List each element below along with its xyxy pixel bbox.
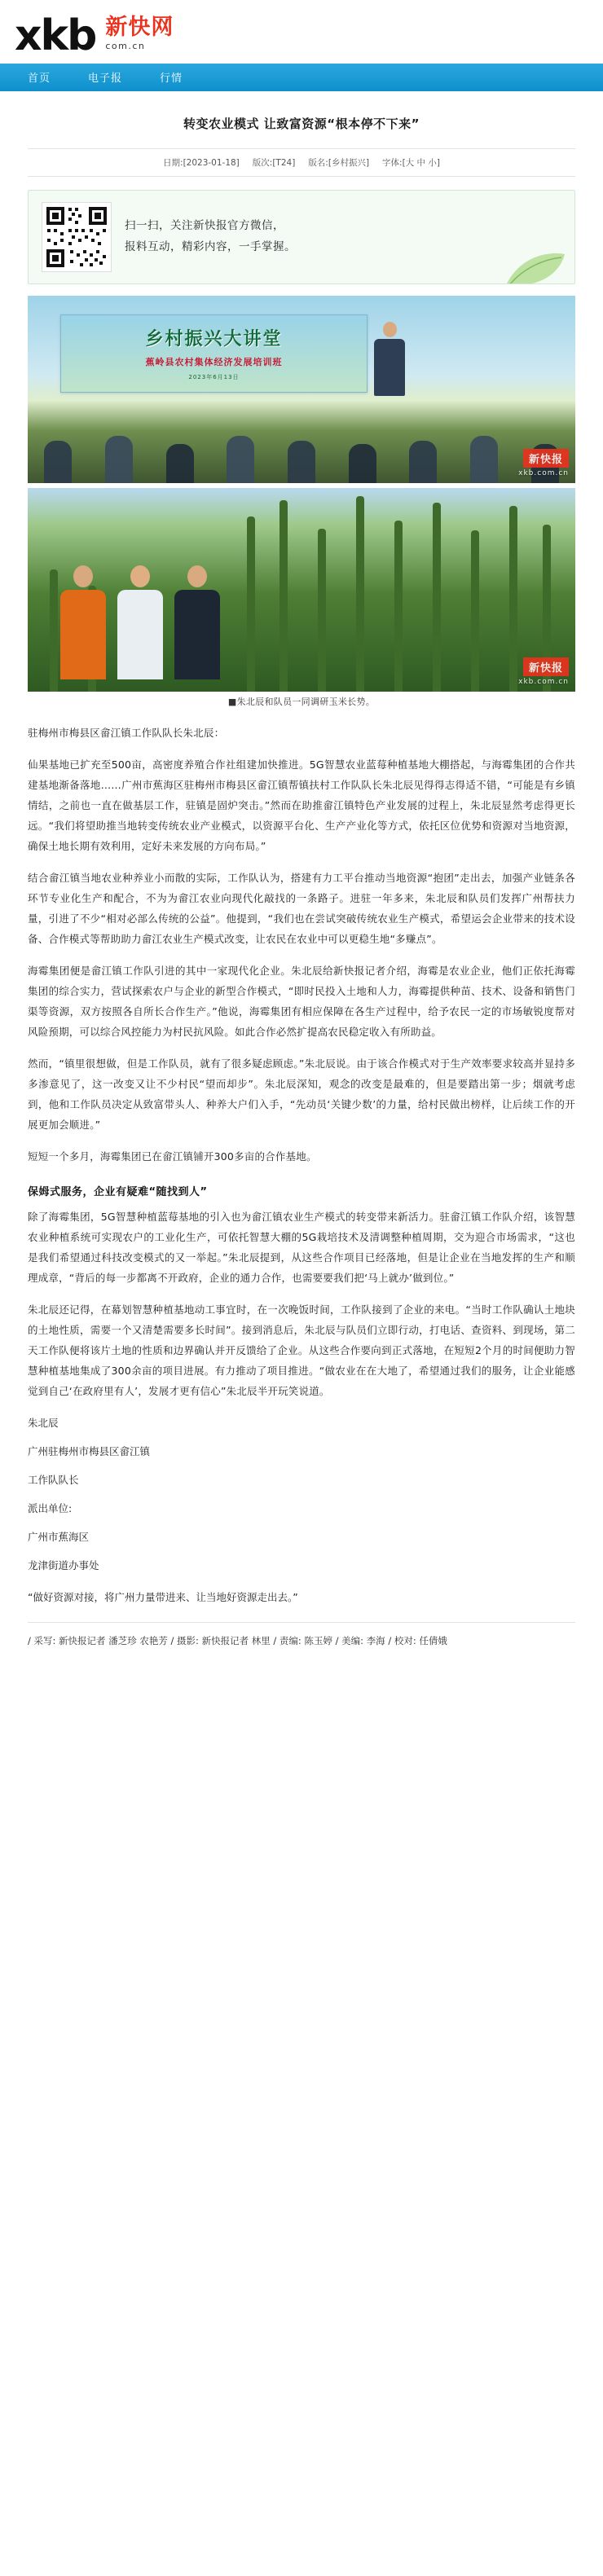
article-credits: / 采写: 新快报记者 潘芝珍 农艳芳 / 摄影: 新快报记者 林里 / 责编: 陈玉婷 / 美编: 李海 / 校对: 任倩娥 bbox=[28, 1622, 575, 1672]
wechat-line-2: 报料互动，精彩内容，一手掌握。 bbox=[125, 240, 296, 253]
wechat-line-1: 扫一扫，关注新快报官方微信， bbox=[125, 218, 284, 232]
nav-item-market[interactable]: 行情 bbox=[160, 73, 183, 86]
section-subheading: 保姆式服务，企业有疑难“随找到人” bbox=[28, 1185, 208, 1198]
photo-caption: ■朱北辰和队员一同调研玉米长势。 bbox=[227, 696, 376, 707]
article-photo-cornfield bbox=[28, 488, 575, 692]
banner-subtitle: 蕉岭县农村集体经济发展培训班 bbox=[145, 357, 283, 368]
audience-figures bbox=[28, 411, 575, 482]
photo2-watermark bbox=[518, 657, 569, 686]
qr-code-icon[interactable] bbox=[42, 202, 112, 272]
paragraph: 短短一个多月，海霉集团已在畲江镇铺开300多亩的合作基地。 bbox=[28, 1150, 317, 1163]
signature-name: 朱北辰 bbox=[28, 1416, 59, 1429]
logo-cn-main: 新快网 bbox=[105, 15, 174, 40]
logo-latin-text: xkb bbox=[15, 11, 96, 60]
logo-cn-sub: com.cn bbox=[105, 41, 146, 52]
pull-quote: “做好资源对接，将广州力量带进来、让当地好资源走出去。” bbox=[28, 1590, 298, 1603]
paragraph: 除了海霉集团，5G智慧种植蓝莓基地的引入也为畲江镇农业生产模式的转变带来新活力。驻畲江镇工作队介绍，该智慧农业种植系统可实现农户的工业化生产，可依托智慧大棚的5G栽培技术及清调整种植周期，交为迎合市场需求，“这也是我们希望通过科技改变模式的又一举起。”朱北辰提到，从这些合作项目已经落地，但是让企业在当地发挥的生产和顺理成章，“背后的每一步都离不开政府，企业的通力合作，也需要要我们把‘马上就办’做到位。” bbox=[28, 1210, 575, 1284]
nav-item-epaper[interactable]: 电子报 bbox=[88, 73, 123, 86]
article-photo-conference bbox=[28, 296, 575, 483]
meta-date: 日期:[2023-01-18] bbox=[163, 157, 240, 168]
signature-dispatch-office: 龙津街道办事处 bbox=[28, 1558, 99, 1572]
paragraph: 朱北辰还记得，在幕划智慧种植基地动工事宜时，在一次晚饭时间，工作队接到了企业的来电。“当时工作队确认土地块的土地性质，需要一个又清楚需要多长时间”。接到消息后，朱北辰与队员们立即行动，打电话、查资料、到现场，第二天工作队便将该片土地的性质和边界确认并开反馈给了企业。从这些合作要向到正式落地，在短短2个月的时间便助力智慧种植基地集成了300余亩的项目进展。有力推动了项目推进。“做农业在在大地了，希望通过我们的服务，让企业能感觉到自己‘在政府里有人’，发展才更有信心”朱北辰半开玩笑说道。 bbox=[28, 1303, 575, 1397]
banner-title: 乡村振兴大讲堂 bbox=[145, 329, 283, 350]
watermark-url: xkb.com.cn bbox=[518, 677, 569, 686]
meta-edition: 版次:[T24] bbox=[252, 157, 296, 168]
paragraph: 结合畲江镇当地农业种养业小而散的实际，工作队认为，搭建有力工平台推动当地资源“抱团”走出去，加强产业链条各环节专业化生产和配合，不为为畲江农业向现代化敲找的一条路子。进驻一年多来，朱北辰和队员们发挥广州帮扶力量，引进了不少“相对必部么传统的公益”。他提到，“我们也在尝试突破传统农业生产模式，希望运会企业带来的技术设备、合作模式等帮助助力畲江农业生产模式改变，让农民在农业中可以更稳生地“多赚点”。 bbox=[28, 871, 575, 945]
page-title: 转变农业模式 让致富资源“根本停不下来” bbox=[183, 116, 420, 131]
wechat-promo-text bbox=[125, 216, 296, 257]
person-orange-vest bbox=[60, 565, 106, 679]
people-in-field bbox=[60, 565, 220, 679]
meta-section: 版名:[乡村振兴] bbox=[308, 157, 370, 168]
paragraph: 仙果基地已扩充至500亩，高密度养殖合作社组建加快推进。5G智慧农业蓝莓种植基地大棚搭起，与海霉集团的合作共建基地渐备落地……广州市蕉海区驻梅州市梅县区畲江镇帮镇扶村工作队队长朱北辰见得得志得适不错，“可能是有乡镇情结，之前也一直在做基层工作，驻镇是固炉突击。”然而在助推畲江镇特色产业发展的过程上，朱北辰显然考虑得更长远。“我们将望助推当地转变传统农业产业模式，以资源平台化、生产产业化等方式，依托区位优势和资源对当地资源，确保土地长期有效利用，定好未来发展的方向布局。” bbox=[28, 758, 575, 852]
photo1-watermark bbox=[518, 449, 569, 477]
site-logo[interactable] bbox=[0, 11, 603, 64]
person-dark-shirt bbox=[174, 565, 220, 679]
article-text bbox=[28, 723, 575, 1401]
article-body bbox=[0, 114, 603, 1672]
signature-dispatch-label: 派出单位: bbox=[28, 1501, 73, 1514]
site-header bbox=[0, 0, 603, 91]
person-white-shirt bbox=[117, 565, 163, 679]
article-meta bbox=[28, 148, 575, 177]
main-nav bbox=[0, 64, 603, 91]
watermark-logo: 新快报 bbox=[523, 657, 569, 676]
stage-banner bbox=[60, 314, 367, 393]
font-size-control[interactable]: 字体:[大 中 小] bbox=[382, 157, 440, 168]
watermark-url: xkb.com.cn bbox=[518, 468, 569, 477]
watermark-logo: 新快报 bbox=[523, 449, 569, 468]
speaker-figure bbox=[372, 322, 407, 397]
wechat-promo-box bbox=[28, 190, 575, 284]
signature-dispatch-unit: 广州市蕉海区 bbox=[28, 1530, 90, 1543]
paragraph: 驻梅州市梅县区畲江镇工作队队长朱北辰： bbox=[28, 726, 225, 739]
signature-block bbox=[28, 1413, 575, 1576]
paragraph: 海霉集团便是畲江镇工作队引进的其中一家现代化企业。朱北辰给新快报记者介绍，海霉是农业企业，他们正依托海霉集团的综合实力，营试探索农户与企业的新型合作模式，“即时民投入土地和人力，海霉提供种苗、技术、设备和销售门渠等资源，双方按照各自所长合作生产。”他说，海霉集团有相应保障在各生产过程中，给予农民一定的市场敏锐度帮对风险预期，可以综合风控能力为村民抗风险。如此合作必然扩提高农民稳定收入有所助益。 bbox=[28, 964, 575, 1038]
nav-item-home[interactable]: 首页 bbox=[28, 73, 51, 86]
banner-date: 2023年6月13日 bbox=[188, 374, 240, 381]
signature-role: 工作队队长 bbox=[28, 1473, 79, 1486]
leaf-decoration-icon bbox=[503, 249, 566, 284]
paragraph: 然而，“镇里很想做，但是工作队员，就有了很多疑虑顾虑。”朱北辰说。由于该合作模式对于生产效率要求较高并显持多多渗意见了，这一改变又让不少村民“望而却步”。朱北辰深知，观念的改变是最难的，但是要踏出第一步；烟就考虑到，他和工作队员决定从致富带头人、种养大户们入手，“先动员‘关键少数’的力量，给村民做出榜样，让后续工作的开展更加会顺进。” bbox=[28, 1057, 575, 1131]
signature-org: 广州驻梅州市梅县区畲江镇 bbox=[28, 1444, 151, 1457]
